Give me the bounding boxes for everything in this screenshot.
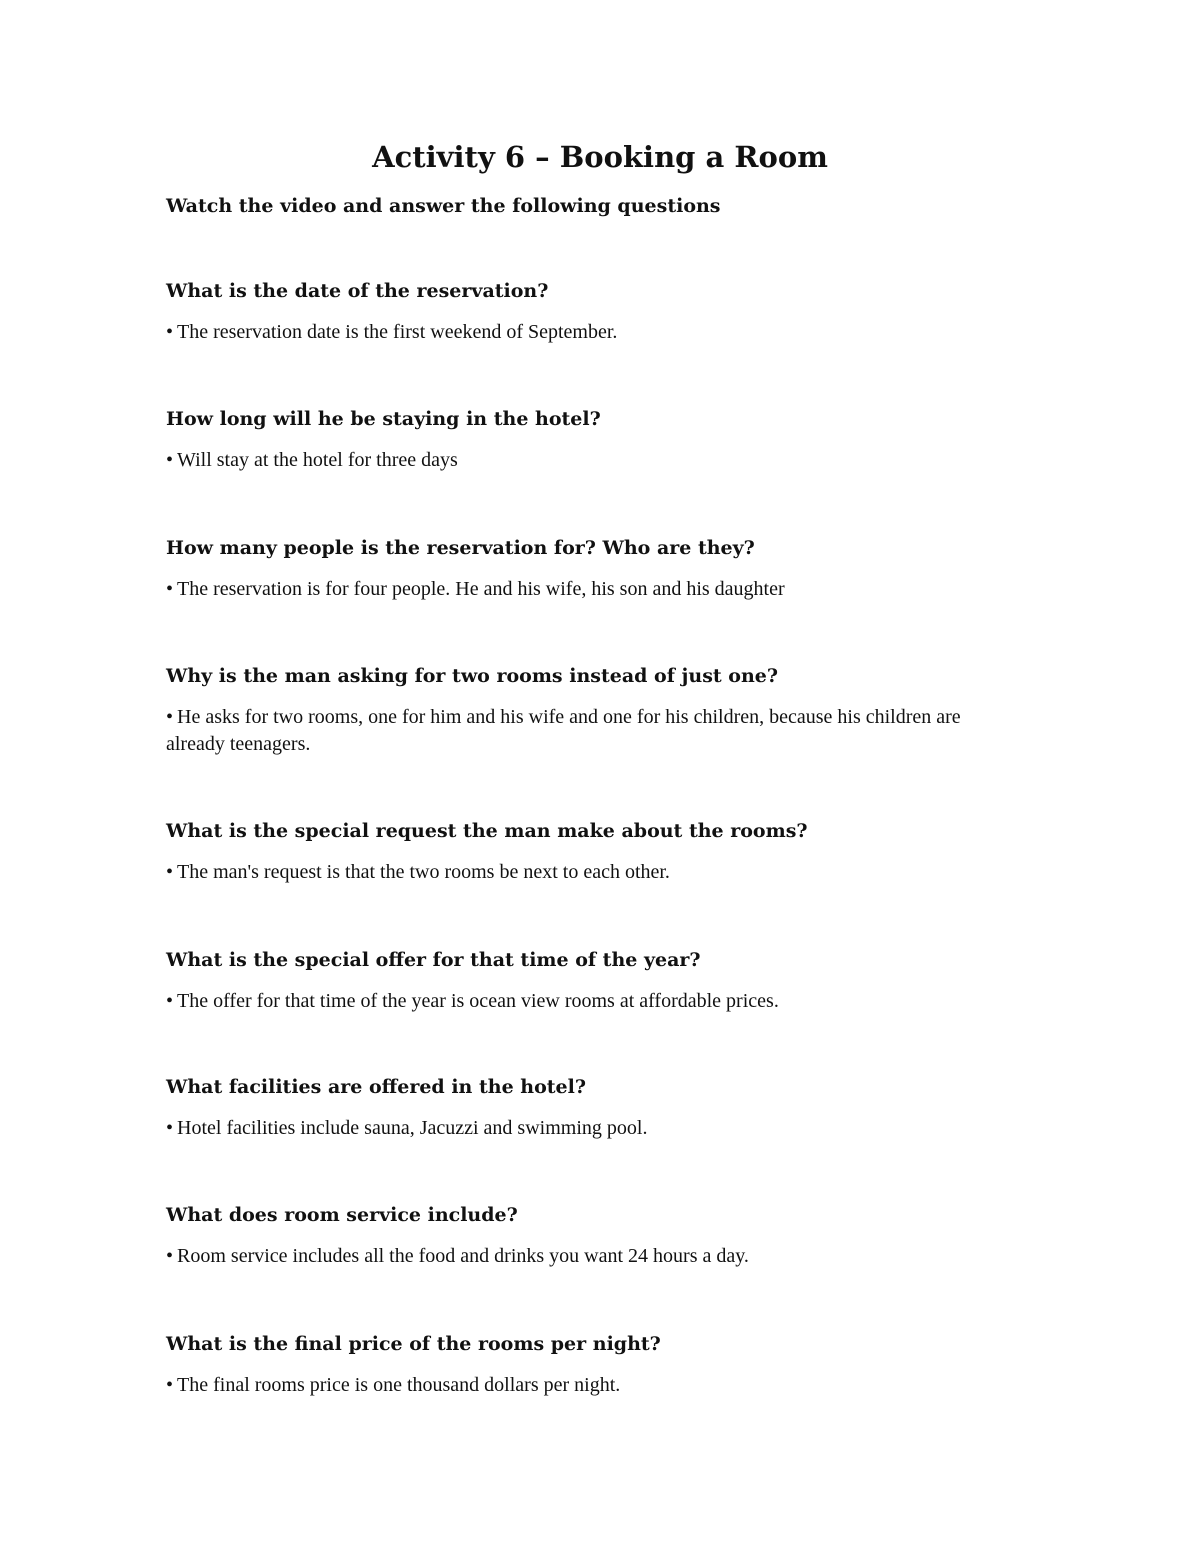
question: What facilities are offered in the hotel? — [166, 1076, 586, 1098]
answer-text: The reservation date is the first weekend of September. — [177, 321, 618, 343]
qa-item-7 — [166, 1073, 1016, 1142]
answer-text: The final rooms price is one thousand dollars per night. — [177, 1374, 621, 1396]
answer-text: Room service includes all the food and drinks you want 24 hours a day. — [177, 1245, 749, 1267]
answer-text: The offer for that time of the year is ocean view rooms at affordable prices. — [177, 990, 779, 1012]
qa-item-6 — [166, 946, 1016, 1015]
qa-item-1 — [166, 277, 1016, 346]
qa-item-8 — [166, 1201, 1016, 1270]
bullet-icon: • — [166, 1117, 174, 1139]
question: What is the special offer for that time of the year? — [166, 949, 701, 971]
qa-item-5 — [166, 817, 1016, 886]
instructions: Watch the video and answer the following questions — [166, 195, 721, 217]
bullet-icon: • — [166, 990, 174, 1012]
answer — [166, 988, 1016, 1015]
answer — [166, 319, 1016, 346]
question: What is the special request the man make about the rooms? — [166, 820, 808, 842]
qa-item-9 — [166, 1330, 1016, 1399]
question: What is the date of the reservation? — [166, 280, 549, 302]
answer-text: The man's request is that the two rooms be next to each other. — [177, 861, 670, 883]
answer — [166, 704, 1016, 758]
answer-text: He asks for two rooms, one for him and his wife and one for his children, because his children are already teenagers. — [166, 706, 961, 755]
answer-text: Hotel facilities include sauna, Jacuzzi and swimming pool. — [177, 1117, 648, 1139]
answer — [166, 447, 1016, 474]
answer — [166, 859, 1016, 886]
document-title: Activity 6 – Booking a Room — [372, 140, 828, 174]
bullet-icon: • — [166, 861, 174, 883]
qa-item-4 — [166, 662, 1016, 758]
bullet-icon: • — [166, 449, 174, 471]
answer-text: The reservation is for four people. He and his wife, his son and his daughter — [177, 578, 785, 600]
question: How many people is the reservation for? Who are they? — [166, 537, 755, 559]
answer — [166, 576, 1016, 603]
qa-item-3 — [166, 534, 1016, 603]
answer — [166, 1115, 1016, 1142]
bullet-icon: • — [166, 1245, 174, 1267]
answer — [166, 1372, 1016, 1399]
bullet-icon: • — [166, 706, 174, 728]
question: Why is the man asking for two rooms instead of just one? — [166, 665, 778, 687]
answer — [166, 1243, 1016, 1270]
question: What does room service include? — [166, 1204, 518, 1226]
question: How long will he be staying in the hotel? — [166, 408, 601, 430]
question: What is the final price of the rooms per night? — [166, 1333, 661, 1355]
answer-text: Will stay at the hotel for three days — [177, 449, 458, 471]
bullet-icon: • — [166, 321, 174, 343]
bullet-icon: • — [166, 578, 174, 600]
bullet-icon: • — [166, 1374, 174, 1396]
qa-item-2 — [166, 405, 1016, 474]
